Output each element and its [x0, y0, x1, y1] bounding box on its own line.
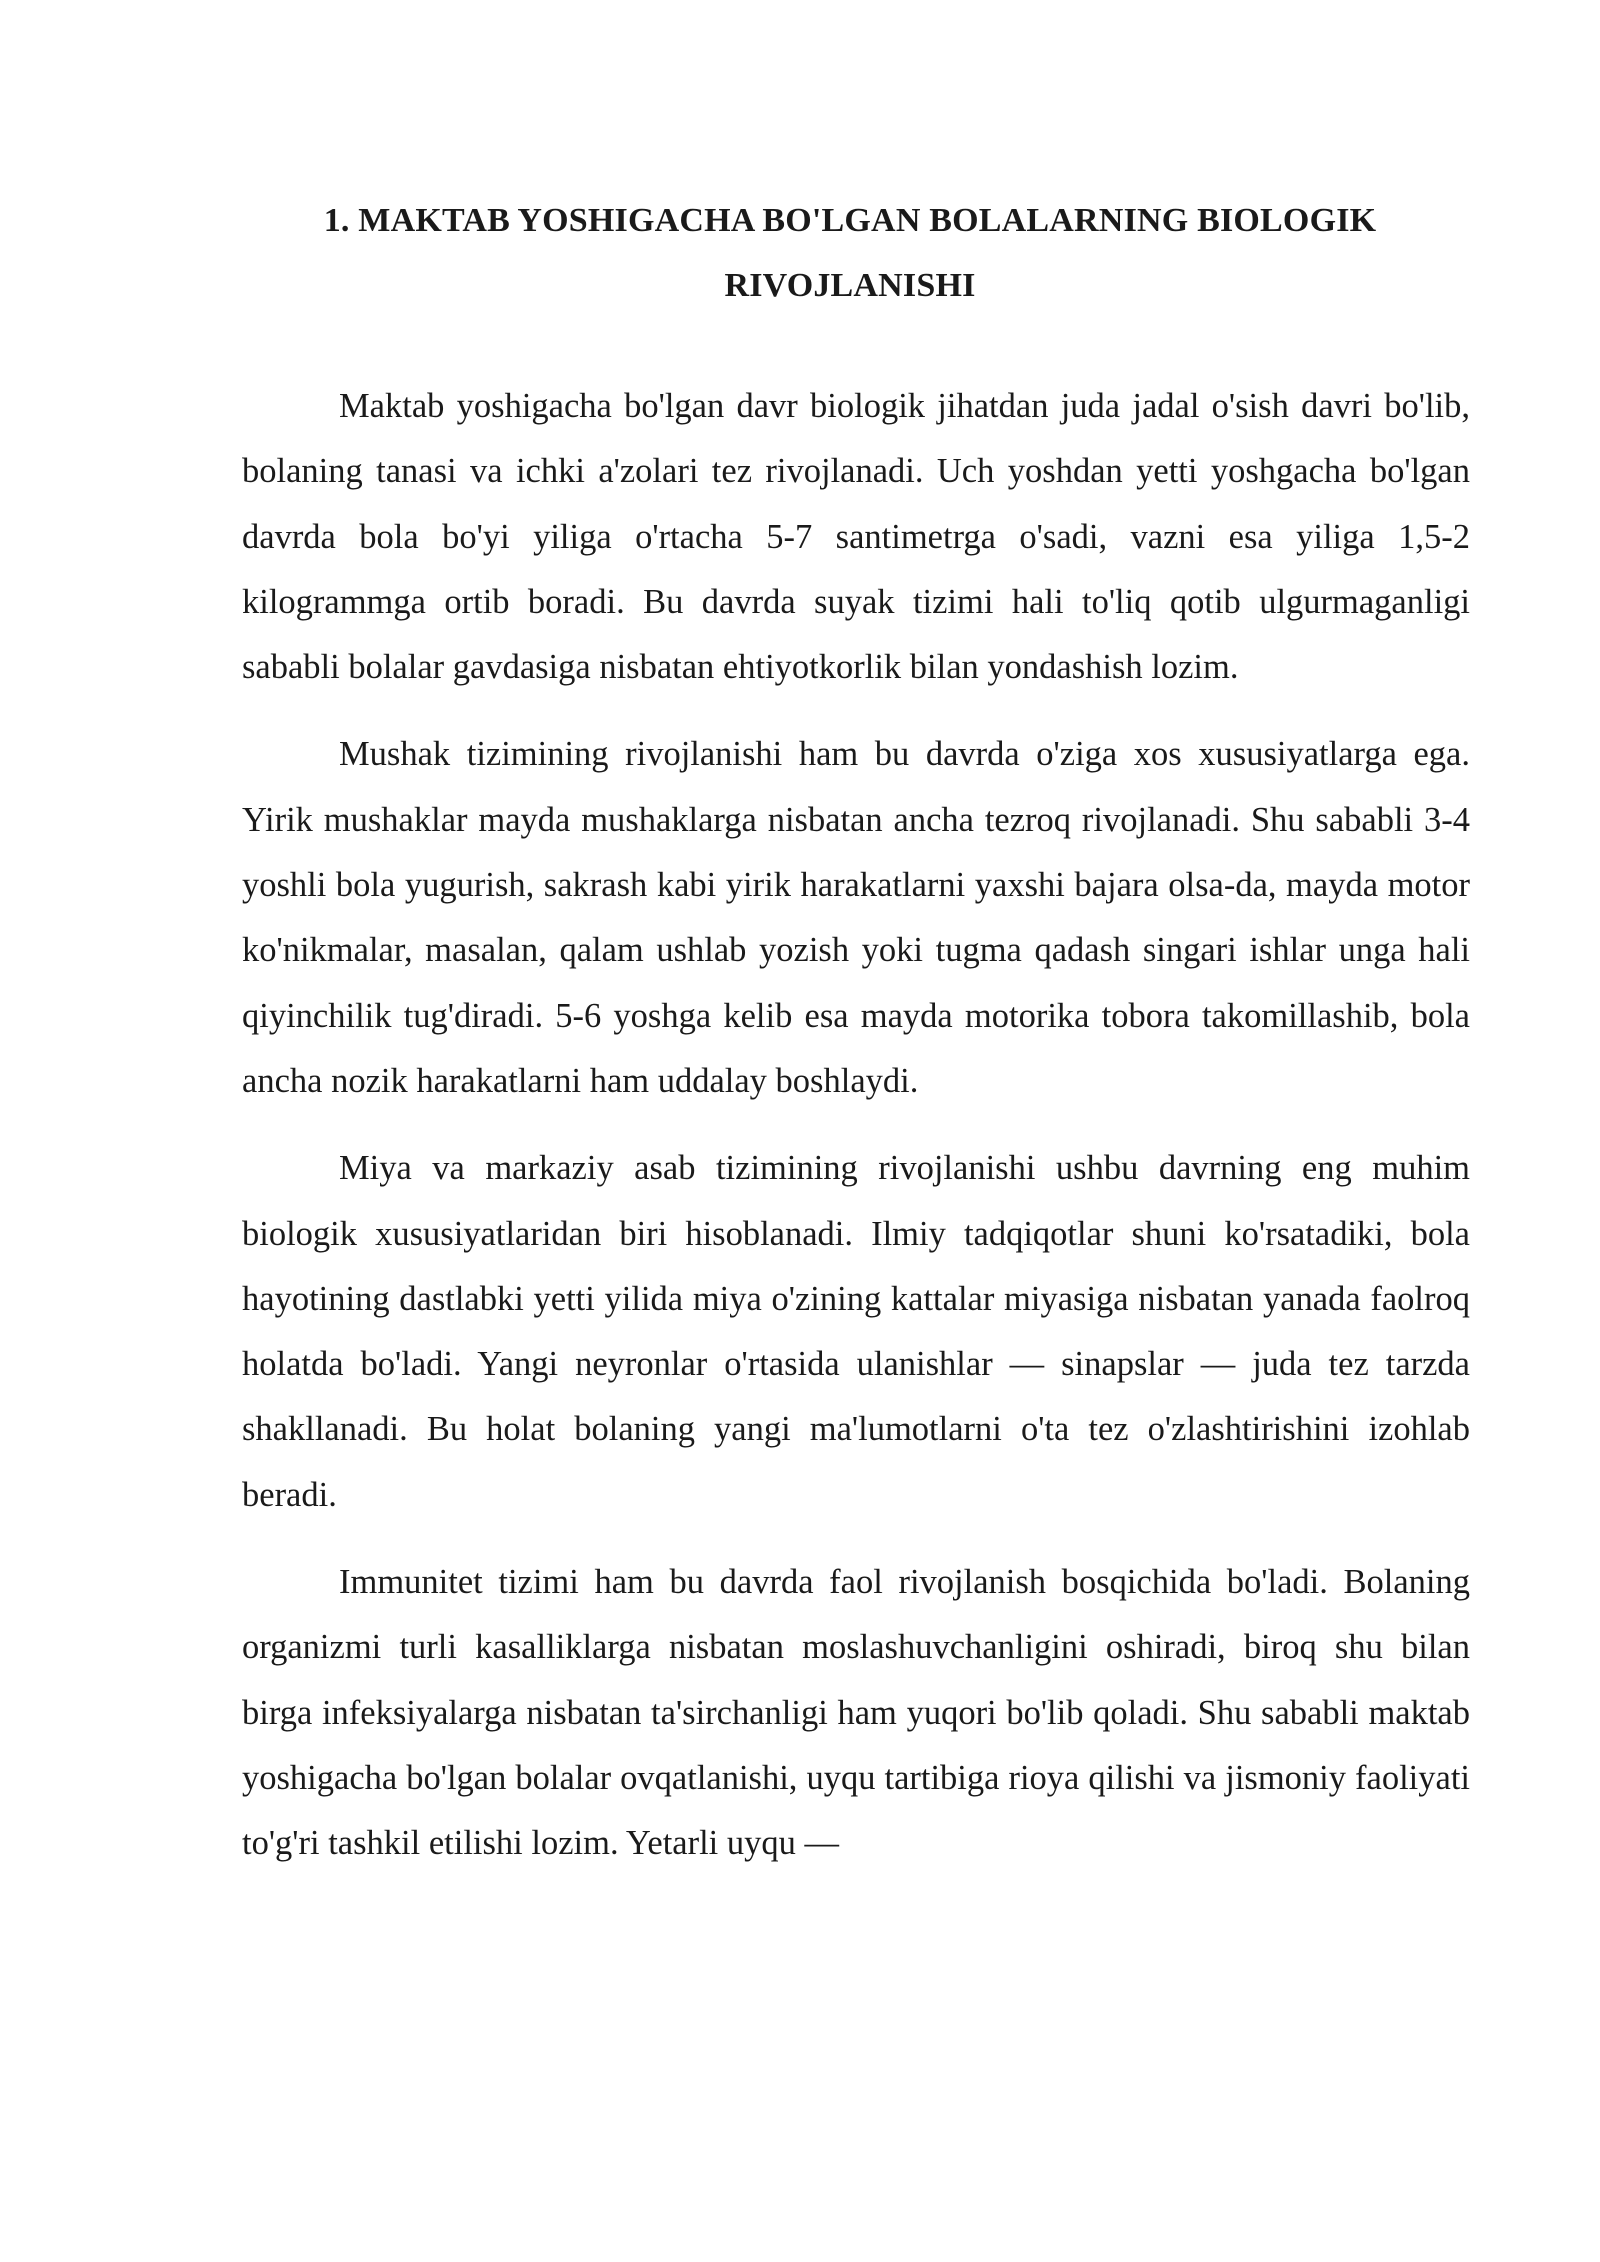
section-heading	[230, 188, 1470, 318]
paragraph-growth: Maktab yoshigacha bo'lgan davr biologik jihatdan juda jadal o'sish davri bo'lib, bolaning tanasi va ichki a'zolari tez rivojlanadi. Uch yoshdan yetti yoshgacha bo'lgan davrda bola bo'yi yiliga o'rtacha 5-7 santimetrga o'sadi, vazni esa yiliga 1,5-2 kilogrammga ortib boradi. Bu davrda suyak tizimi hali to'liq qotib ulgurmaganligi sababli bolalar gavdasiga nisbatan ehtiyotkorlik bilan yondashish lozim.	[242, 387, 1470, 687]
paragraph-immunity: Immunitet tizimi ham bu davrda faol rivojlanish bosqichida bo'ladi. Bolaning organizmi turli kasalliklarga nisbatan moslashuvchanligini oshiradi, biroq shu bilan birga infeksiyalarga nisbatan ta'sirchanligi ham yuqori bo'lib qoladi. Shu sababli maktab yoshigacha bo'lgan bolalar ovqatlanishi, uyqu tartibiga rioya qilishi va jismoniy faoliyati to'g'ri tashkil etilishi lozim. Yetarli uyqu —	[242, 1563, 1470, 1863]
document-body	[242, 374, 1470, 1899]
heading-line-1: 1. MAKTAB YOSHIGACHA BO'LGAN BOLALARNING BIOLOGIK	[323, 202, 1377, 239]
paragraph-muscles: Mushak tizimining rivojlanishi ham bu davrda o'ziga xos xususiyatlarga ega. Yirik mushaklar mayda mushaklarga nisbatan ancha tezroq rivojlanadi. Shu sababli 3-4 yoshli bola yugurish, sakrash kabi yirik harakatlarni yaxshi bajara olsa-da, mayda motor ko'nikmalar, masalan, qalam ushlab yozish yoki tugma qadash singari ishlar unga hali qiyinchilik tug'diradi. 5-6 yoshga kelib esa mayda motorika tobora takomillashib, bola ancha nozik harakatlarni ham uddalay boshlaydi.	[242, 735, 1470, 1100]
heading-line-2: RIVOJLANISHI	[724, 267, 976, 304]
paragraph-brain: Miya va markaziy asab tizimining rivojlanishi ushbu davrning eng muhim biologik xususiyatlaridan biri hisoblanadi. Ilmiy tadqiqotlar shuni ko'rsatadiki, bola hayotining dastlabki yetti yilida miya o'zining kattalar miyasiga nisbatan yanada faolroq holatda bo'ladi. Yangi neyronlar o'rtasida ulanishlar — sinapslar — juda tez tarzda shakllanadi. Bu holat bolaning yangi ma'lumotlarni o'ta tez o'zlashtirishini izohlab beradi.	[242, 1149, 1470, 1514]
